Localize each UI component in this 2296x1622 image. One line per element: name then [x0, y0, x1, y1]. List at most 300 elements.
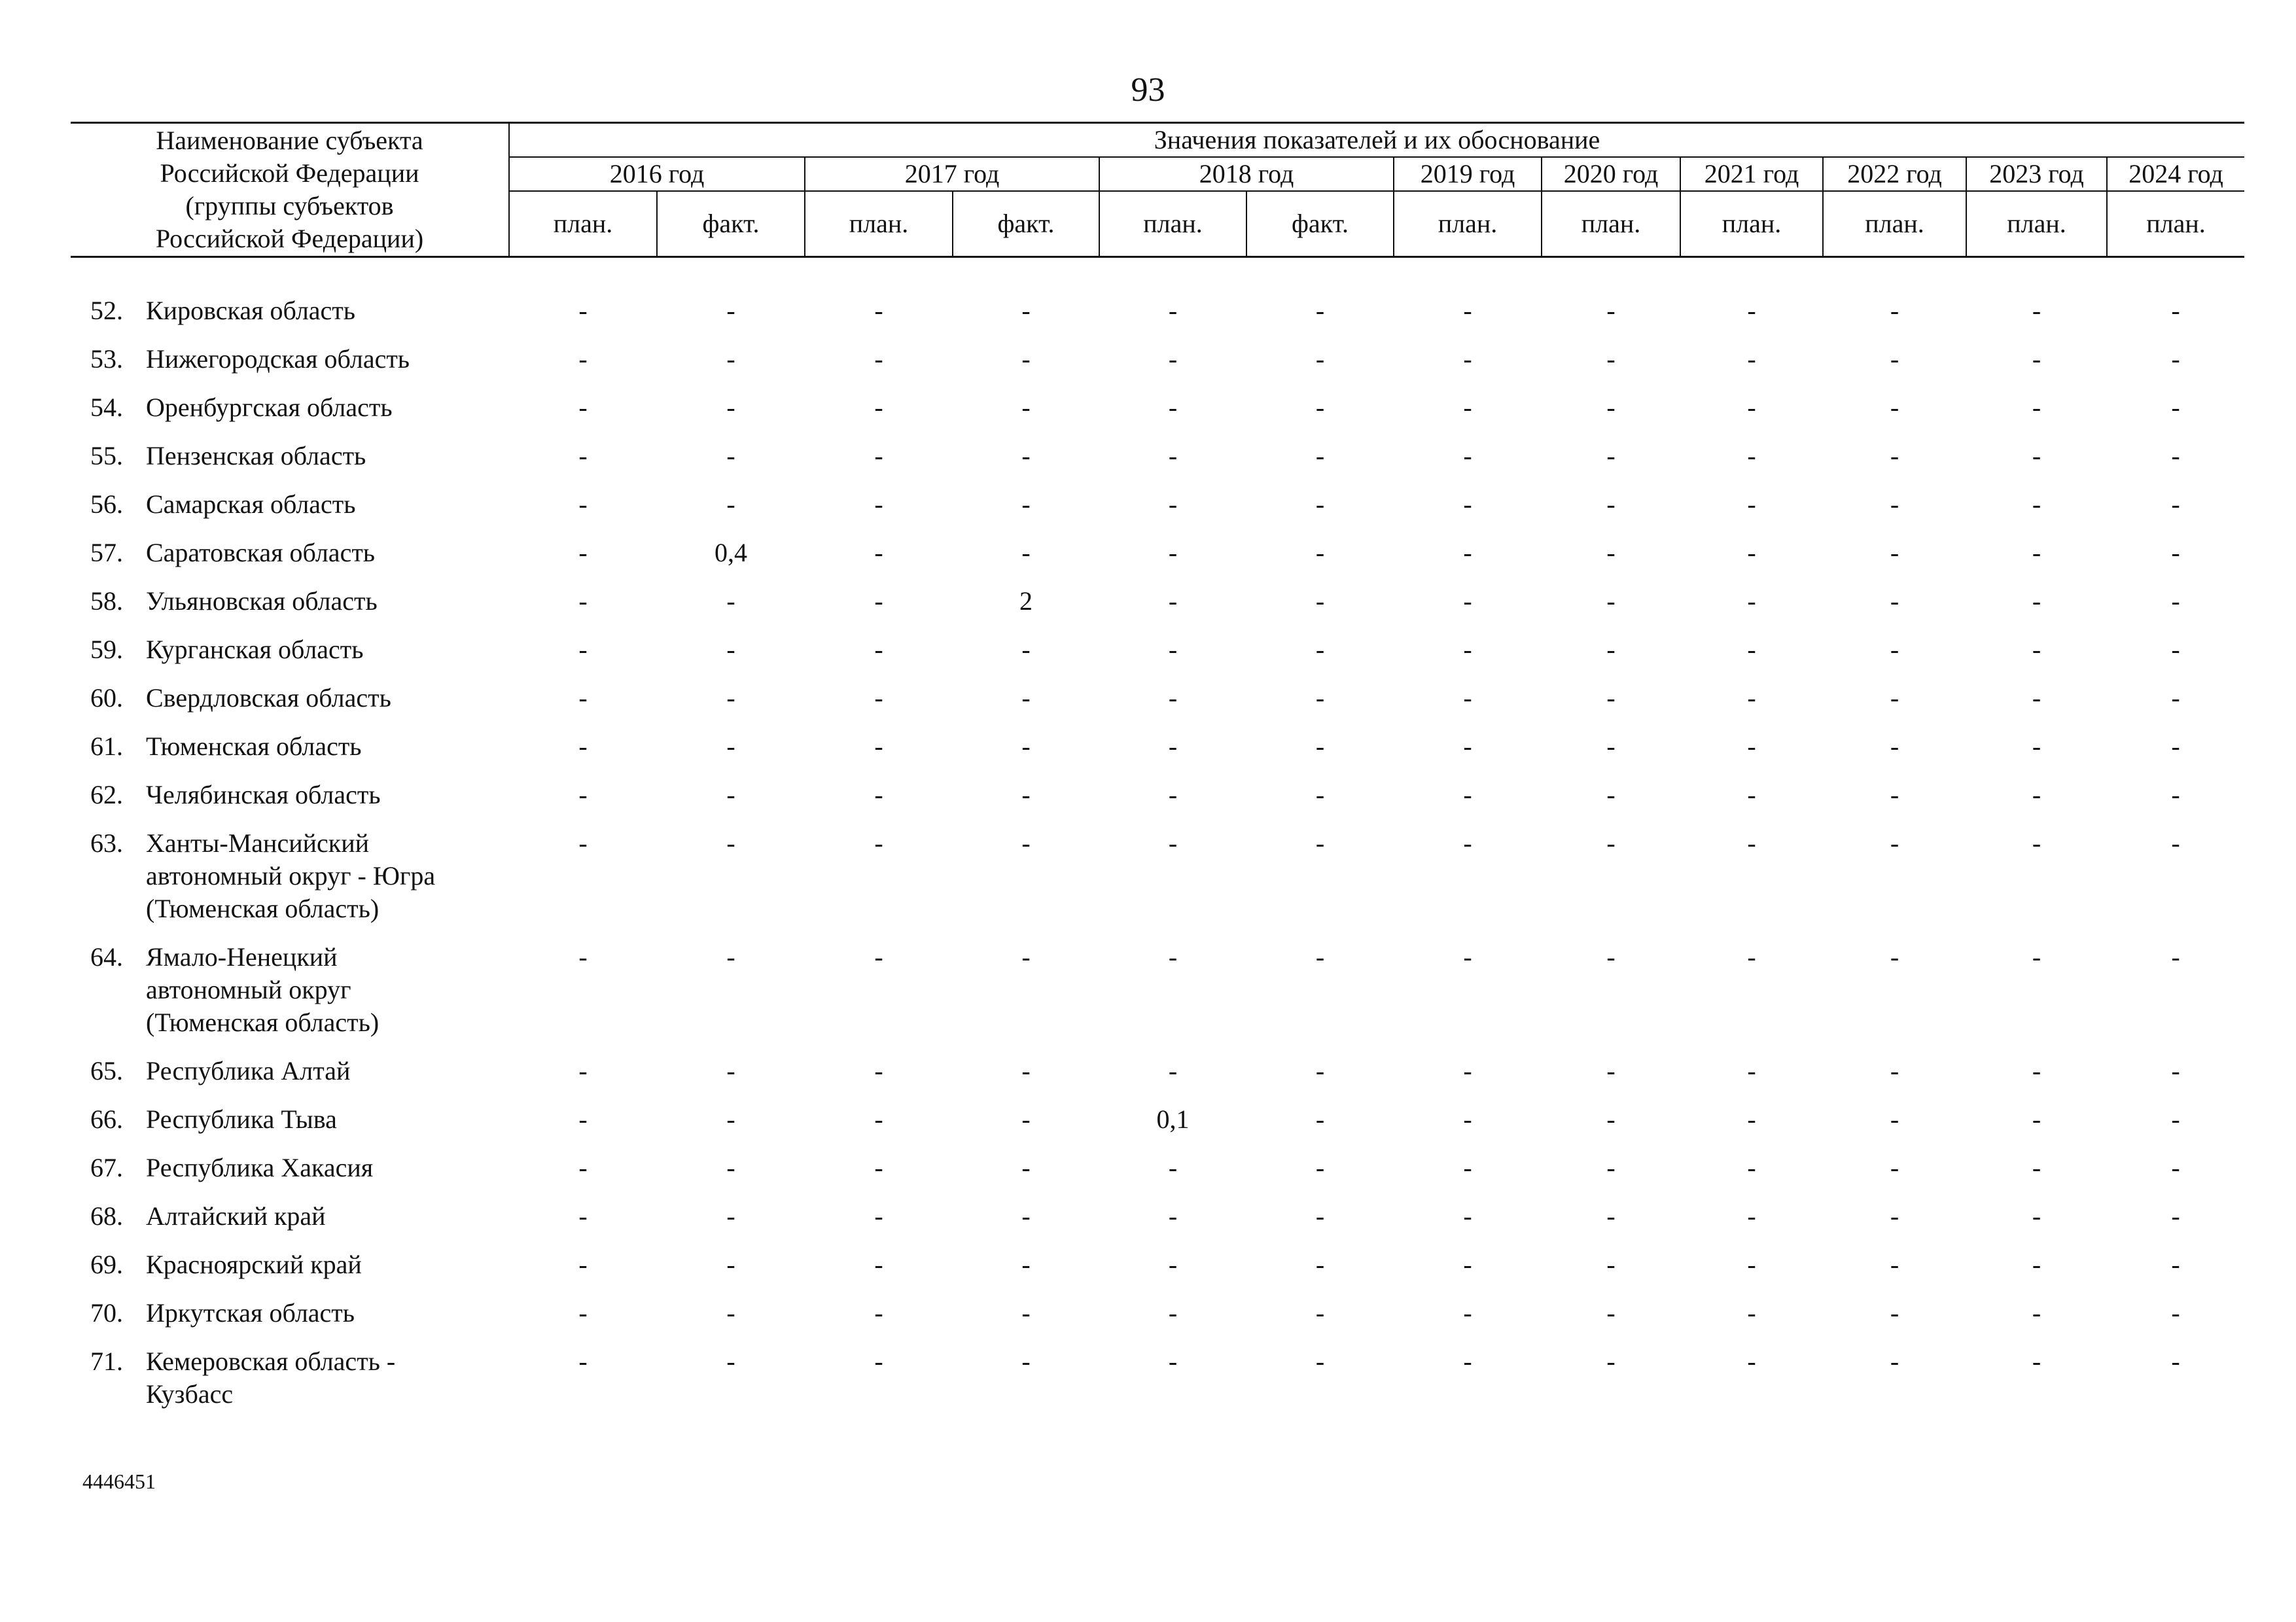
table-header: [71, 123, 2244, 257]
value-cell: -: [1890, 296, 1899, 325]
value-cell: -: [578, 393, 588, 422]
value-cell: -: [1315, 1201, 1325, 1231]
value-cell: -: [1890, 1153, 1899, 1182]
value-cell: -: [578, 1104, 588, 1134]
subject-name: [146, 1095, 509, 1144]
value-cell: -: [1606, 635, 1616, 664]
value-cell: -: [1890, 489, 1899, 519]
value-cell: -: [1606, 538, 1616, 567]
value-cell: -: [1315, 393, 1325, 422]
value-cell: -: [578, 296, 588, 325]
subject-name-line: Кузбасс: [146, 1379, 234, 1409]
spacer-row: [71, 257, 2244, 287]
value-cell: -: [1747, 780, 1756, 809]
table-row: [71, 1144, 2244, 1192]
row-number: 57.: [90, 538, 123, 567]
value-cell: -: [1021, 942, 1031, 972]
value-cell: -: [1168, 1201, 1178, 1231]
value-cell: -: [1606, 828, 1616, 858]
year-header: 2016 год: [509, 157, 805, 191]
plan-fact-header: план.: [1680, 191, 1823, 257]
value-cell: -: [1747, 942, 1756, 972]
value-cell: -: [1463, 1056, 1472, 1085]
table-row: [71, 1337, 2244, 1419]
row-number: 60.: [90, 683, 123, 713]
subject-name-line: Нижегородская область: [146, 344, 410, 374]
value-cell: -: [726, 441, 735, 470]
value-cell: -: [874, 1250, 883, 1279]
value-cell: -: [1168, 296, 1178, 325]
value-cell: -: [2171, 1201, 2180, 1231]
value-cell: -: [1168, 942, 1178, 972]
value-cell: -: [726, 1153, 735, 1182]
value-cell: -: [1315, 1347, 1325, 1376]
value-cell: -: [1747, 1201, 1756, 1231]
value-cell: -: [1890, 1298, 1899, 1328]
value-cell: -: [578, 344, 588, 374]
subject-name: [146, 335, 509, 383]
subject-name-line: Челябинская область: [146, 780, 381, 809]
value-cell: -: [1890, 441, 1899, 470]
subject-name-header: [71, 123, 509, 257]
value-cell: -: [874, 1104, 883, 1134]
value-cell: -: [1890, 780, 1899, 809]
subject-name: [146, 819, 509, 933]
value-cell: -: [578, 732, 588, 761]
subject-name: [146, 933, 509, 1047]
value-cell: -: [1606, 344, 1616, 374]
subject-name-line: Ямало-Ненецкий: [146, 942, 338, 972]
row-number: 65.: [90, 1056, 123, 1085]
value-cell: -: [1315, 635, 1325, 664]
row-number: 58.: [90, 586, 123, 616]
row-number: 64.: [90, 942, 123, 972]
value-cell: -: [578, 1201, 588, 1231]
indicator-table: [71, 122, 2244, 1419]
value-cell: -: [1021, 1153, 1031, 1182]
table-row: [71, 722, 2244, 771]
header-line: (группы субъектов: [185, 191, 394, 220]
value-cell: -: [2032, 489, 2041, 519]
subject-name-line: Пензенская область: [146, 441, 366, 470]
value-cell: -: [1168, 780, 1178, 809]
value-cell: -: [1168, 1056, 1178, 1085]
subject-name-line: Ульяновская область: [146, 586, 378, 616]
plan-fact-header: факт.: [657, 191, 805, 257]
value-cell: -: [1021, 1250, 1031, 1279]
value-cell: -: [1606, 1153, 1616, 1182]
value-cell: -: [2032, 1153, 2041, 1182]
value-cell: -: [1463, 441, 1472, 470]
value-cell: -: [726, 780, 735, 809]
value-cell: -: [1463, 780, 1472, 809]
header-line: Российской Федерации): [155, 224, 424, 253]
value-cell: -: [1463, 1347, 1472, 1376]
value-cell: -: [1747, 344, 1756, 374]
value-cell: -: [1747, 683, 1756, 713]
value-cell: -: [1747, 489, 1756, 519]
subject-name: [146, 480, 509, 529]
value-cell: -: [874, 635, 883, 664]
value-cell: -: [578, 683, 588, 713]
row-number: 55.: [90, 441, 123, 470]
value-cell: -: [1890, 1347, 1899, 1376]
value-cell: -: [2032, 1104, 2041, 1134]
row-number: 66.: [90, 1104, 123, 1134]
plan-fact-header: план.: [1542, 191, 1680, 257]
value-cell: -: [874, 586, 883, 616]
value-cell: -: [1021, 828, 1031, 858]
value-cell: -: [726, 1056, 735, 1085]
value-cell: -: [1890, 1250, 1899, 1279]
table-row: [71, 819, 2244, 933]
row-number: 54.: [90, 393, 123, 422]
plan-fact-header: план.: [1966, 191, 2107, 257]
value-cell: -: [1606, 393, 1616, 422]
value-cell: -: [1168, 489, 1178, 519]
value-cell: -: [1168, 1298, 1178, 1328]
value-cell: -: [1463, 538, 1472, 567]
value-cell: -: [874, 828, 883, 858]
value-cell: -: [2171, 1298, 2180, 1328]
value-cell: -: [578, 538, 588, 567]
value-cell: -: [726, 1298, 735, 1328]
table-row: [71, 287, 2244, 335]
table-row: [71, 1192, 2244, 1241]
table-row: [71, 1095, 2244, 1144]
value-cell: -: [726, 1201, 735, 1231]
value-cell: -: [1021, 344, 1031, 374]
value-cell: -: [2171, 393, 2180, 422]
value-cell: -: [1606, 683, 1616, 713]
value-cell: -: [1606, 489, 1616, 519]
value-cell: -: [1606, 1056, 1616, 1085]
value-cell: -: [578, 1153, 588, 1182]
page-number: 93: [1131, 71, 1165, 109]
value-cell: -: [1021, 683, 1031, 713]
value-cell: -: [1747, 1056, 1756, 1085]
value-cell: -: [2032, 1347, 2041, 1376]
value-cell: -: [1315, 344, 1325, 374]
year-header: 2024 год: [2107, 157, 2244, 191]
value-cell: -: [726, 1347, 735, 1376]
value-cell: -: [1606, 1201, 1616, 1231]
value-cell: -: [1315, 1250, 1325, 1279]
subject-name: [146, 287, 509, 335]
subject-name: [146, 1047, 509, 1095]
value-cell: -: [1021, 441, 1031, 470]
value-cell: -: [1463, 732, 1472, 761]
value-cell: -: [874, 1153, 883, 1182]
row-number: 67.: [90, 1153, 123, 1182]
value-cell: -: [1463, 683, 1472, 713]
subject-name: [146, 674, 509, 722]
value-cell: -: [1606, 1347, 1616, 1376]
value-cell: -: [1890, 538, 1899, 567]
subject-name-line: Алтайский край: [146, 1201, 326, 1231]
subject-name-line: Красноярский край: [146, 1250, 362, 1279]
value-cell: -: [1021, 538, 1031, 567]
table-body: [71, 257, 2244, 1419]
subject-name-line: Республика Тыва: [146, 1104, 337, 1134]
value-cell: -: [578, 1250, 588, 1279]
value-cell: -: [874, 780, 883, 809]
value-cell: -: [1606, 1298, 1616, 1328]
table-row: [71, 432, 2244, 480]
value-cell: -: [1890, 828, 1899, 858]
subject-name-line: Республика Алтай: [146, 1056, 351, 1085]
value-cell: -: [1315, 1104, 1325, 1134]
value-cell: -: [1168, 683, 1178, 713]
value-cell: -: [1747, 538, 1756, 567]
value-cell: -: [2171, 942, 2180, 972]
value-cell: -: [1021, 1056, 1031, 1085]
plan-fact-header: план.: [509, 191, 657, 257]
value-cell: -: [726, 1104, 735, 1134]
value-cell: -: [1021, 489, 1031, 519]
value-cell: -: [2032, 942, 2041, 972]
value-cell: -: [1890, 344, 1899, 374]
value-cell: -: [578, 828, 588, 858]
value-cell: -: [874, 1201, 883, 1231]
value-cell: -: [2032, 393, 2041, 422]
year-header: 2021 год: [1680, 157, 1823, 191]
value-cell: -: [2171, 489, 2180, 519]
value-cell: -: [1890, 393, 1899, 422]
subject-name: [146, 432, 509, 480]
value-cell: -: [1021, 1347, 1031, 1376]
value-cell: -: [1463, 635, 1472, 664]
row-number: 61.: [90, 732, 123, 761]
value-cell: -: [2171, 1250, 2180, 1279]
subject-name-line: Курганская область: [146, 635, 364, 664]
subject-name: [146, 1337, 509, 1419]
value-cell: -: [726, 489, 735, 519]
value-cell: -: [1315, 489, 1325, 519]
value-cell: -: [1890, 732, 1899, 761]
value-cell: -: [1315, 683, 1325, 713]
value-cell: -: [1021, 635, 1031, 664]
value-cell: -: [1168, 538, 1178, 567]
value-cell: -: [2171, 1056, 2180, 1085]
value-cell: -: [1890, 1201, 1899, 1231]
value-cell: -: [1463, 1104, 1472, 1134]
value-cell: -: [2032, 1298, 2041, 1328]
subject-name-line: Ханты-Мансийский: [146, 828, 370, 858]
value-cell: -: [578, 1347, 588, 1376]
value-cell: -: [1747, 296, 1756, 325]
year-header: 2022 год: [1823, 157, 1966, 191]
value-cell: -: [1315, 780, 1325, 809]
table-row: [71, 771, 2244, 819]
value-cell: -: [874, 296, 883, 325]
value-cell: -: [1747, 732, 1756, 761]
value-cell: -: [1021, 1104, 1031, 1134]
table-row: [71, 1241, 2244, 1289]
value-cell: -: [2171, 683, 2180, 713]
value-cell: -: [1168, 393, 1178, 422]
value-cell: -: [874, 1056, 883, 1085]
value-cell: -: [1606, 586, 1616, 616]
table-row: [71, 529, 2244, 577]
subject-name: [146, 1144, 509, 1192]
value-cell: -: [1606, 441, 1616, 470]
value-cell: -: [726, 344, 735, 374]
row-number: 63.: [90, 828, 123, 858]
value-cell: -: [578, 1056, 588, 1085]
value-cell: -: [874, 393, 883, 422]
subject-name-line: Свердловская область: [146, 683, 391, 713]
value-cell: -: [1606, 732, 1616, 761]
value-cell: -: [578, 489, 588, 519]
value-cell: -: [2171, 538, 2180, 567]
row-number: 53.: [90, 344, 123, 374]
value-cell: -: [1315, 538, 1325, 567]
table-row: [71, 1289, 2244, 1337]
value-cell: -: [1890, 942, 1899, 972]
value-cell: -: [2032, 296, 2041, 325]
row-number: 70.: [90, 1298, 123, 1328]
value-cell: -: [1021, 296, 1031, 325]
value-cell: -: [1890, 586, 1899, 616]
value-cell: -: [2171, 1104, 2180, 1134]
value-cell: -: [1168, 635, 1178, 664]
subject-name-line: Самарская область: [146, 489, 356, 519]
value-cell: -: [2171, 441, 2180, 470]
value-cell: -: [1168, 586, 1178, 616]
row-number: 62.: [90, 780, 123, 809]
value-cell: -: [1168, 828, 1178, 858]
value-cell: -: [874, 1298, 883, 1328]
value-cell: -: [1890, 635, 1899, 664]
subject-name-line: Тюменская область: [146, 732, 362, 761]
subject-name: [146, 771, 509, 819]
plan-fact-header: план.: [1099, 191, 1246, 257]
value-cell: -: [1463, 1250, 1472, 1279]
value-cell: -: [726, 393, 735, 422]
subject-name-line: Кировская область: [146, 296, 356, 325]
value-cell: -: [2171, 780, 2180, 809]
indicators-header: Значения показателей и их обоснование: [509, 123, 2244, 158]
value-cell: -: [1747, 1250, 1756, 1279]
year-header: 2023 год: [1966, 157, 2107, 191]
subject-name: [146, 529, 509, 577]
plan-fact-header: план.: [805, 191, 953, 257]
value-cell: -: [2171, 635, 2180, 664]
value-cell: -: [1747, 635, 1756, 664]
value-cell: -: [1315, 1153, 1325, 1182]
value-cell: -: [2032, 1250, 2041, 1279]
value-cell: -: [2171, 828, 2180, 858]
document-code: 4446451: [82, 1470, 156, 1493]
value-cell: -: [1315, 1056, 1325, 1085]
value-cell: -: [874, 1347, 883, 1376]
value-cell: -: [874, 732, 883, 761]
value-cell: -: [2171, 1153, 2180, 1182]
value-cell: -: [1463, 344, 1472, 374]
plan-fact-header: факт.: [1246, 191, 1394, 257]
row-number: 71.: [90, 1347, 123, 1376]
value-cell: -: [1315, 1298, 1325, 1328]
value-cell: -: [1606, 296, 1616, 325]
value-cell: -: [726, 732, 735, 761]
value-cell: -: [578, 586, 588, 616]
value-cell: -: [726, 828, 735, 858]
subject-name: [146, 1241, 509, 1289]
subject-name: [146, 722, 509, 771]
value-cell: -: [1747, 393, 1756, 422]
value-cell: -: [1168, 344, 1178, 374]
table-row: [71, 480, 2244, 529]
value-cell: -: [2032, 828, 2041, 858]
row-number: 69.: [90, 1250, 123, 1279]
value-cell: -: [1747, 1347, 1756, 1376]
value-cell: 2: [1019, 586, 1033, 616]
value-cell: -: [1606, 1250, 1616, 1279]
value-cell: -: [1315, 296, 1325, 325]
value-cell: -: [726, 296, 735, 325]
value-cell: -: [1315, 942, 1325, 972]
value-cell: -: [1606, 780, 1616, 809]
value-cell: -: [1890, 683, 1899, 713]
table-row: [71, 1047, 2244, 1095]
value-cell: -: [1747, 586, 1756, 616]
subject-name: [146, 577, 509, 626]
value-cell: -: [1168, 1250, 1178, 1279]
row-number: 56.: [90, 489, 123, 519]
value-cell: -: [1168, 732, 1178, 761]
value-cell: -: [1315, 732, 1325, 761]
value-cell: -: [1021, 1298, 1031, 1328]
subject-name-line: Кемеровская область -: [146, 1347, 396, 1376]
value-cell: -: [1747, 1104, 1756, 1134]
value-cell: -: [726, 586, 735, 616]
value-cell: -: [1021, 1201, 1031, 1231]
subject-name-line: Саратовская область: [146, 538, 376, 567]
plan-fact-header: факт.: [953, 191, 1099, 257]
subject-name-line: (Тюменская область): [146, 894, 380, 923]
value-cell: 0,4: [715, 538, 748, 567]
value-cell: -: [2032, 538, 2041, 567]
subject-name-line: (Тюменская область): [146, 1008, 380, 1037]
table-row: [71, 335, 2244, 383]
value-cell: -: [726, 635, 735, 664]
value-cell: -: [1315, 441, 1325, 470]
value-cell: -: [1168, 1347, 1178, 1376]
value-cell: -: [1606, 1104, 1616, 1134]
value-cell: -: [1606, 942, 1616, 972]
subject-name-line: Оренбургская область: [146, 393, 393, 422]
value-cell: -: [1747, 441, 1756, 470]
table-row: [71, 933, 2244, 1047]
value-cell: -: [1463, 1153, 1472, 1182]
year-header: 2019 год: [1394, 157, 1542, 191]
value-cell: -: [1315, 828, 1325, 858]
value-cell: -: [2171, 344, 2180, 374]
header-line: Наименование субъекта: [156, 126, 423, 155]
value-cell: -: [1463, 1201, 1472, 1231]
value-cell: -: [726, 942, 735, 972]
plan-fact-header: план.: [1394, 191, 1542, 257]
value-cell: -: [874, 538, 883, 567]
value-cell: -: [578, 942, 588, 972]
value-cell: -: [578, 780, 588, 809]
value-cell: -: [2032, 780, 2041, 809]
value-cell: -: [1463, 586, 1472, 616]
value-cell: -: [2032, 586, 2041, 616]
value-cell: -: [578, 1298, 588, 1328]
value-cell: -: [1463, 296, 1472, 325]
